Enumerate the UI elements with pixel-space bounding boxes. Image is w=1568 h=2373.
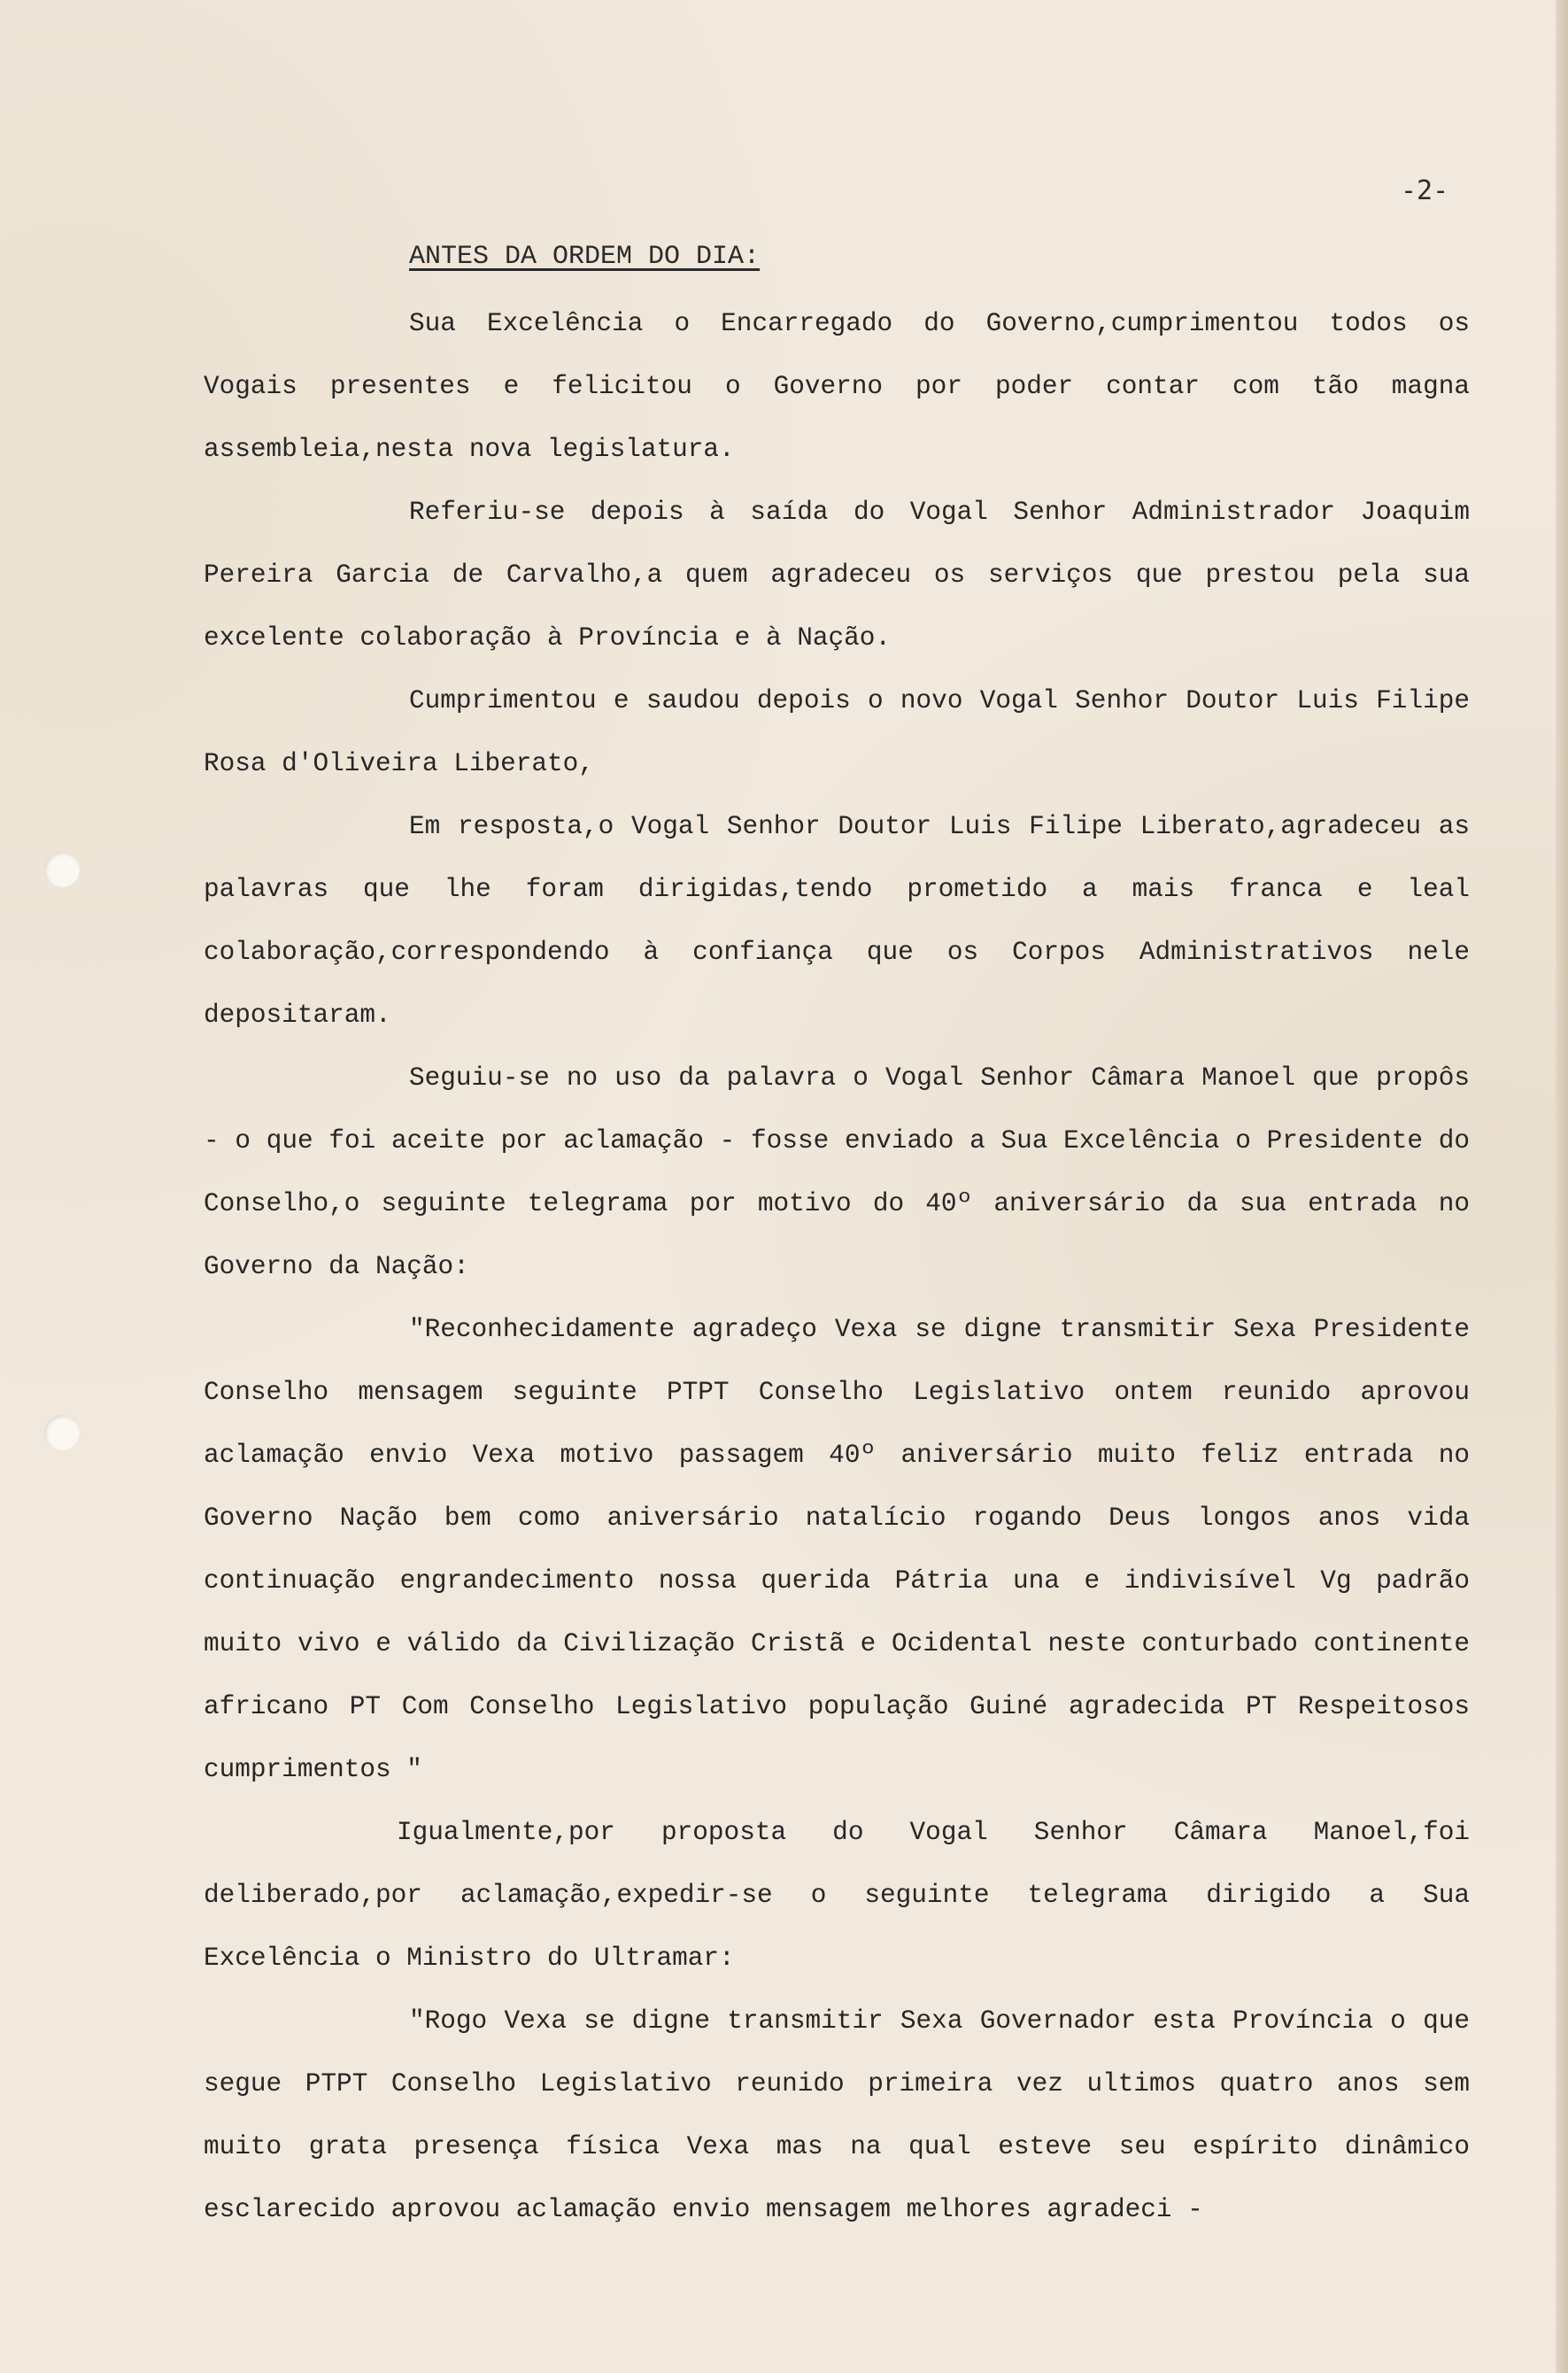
page-number: -2- — [1401, 175, 1449, 206]
paragraph-4: Em resposta,o Vogal Senhor Doutor Luis Filipe Liberato,agradeceu as palavras que lhe foram dirigidas,tendo prometido a mais franca e leal colaboração,correspondendo à confiança que os Corpos Administrativos nele depositaram. — [204, 812, 1470, 1030]
paragraph-1: Sua Excelência o Encarregado do Governo,cumprimentou todos os Vogais presentes e felicitou o Governo por poder contar com tão magna assembleia,nesta nova legislatura. — [204, 309, 1470, 464]
page-edge — [1556, 0, 1568, 2373]
paragraph-3: Cumprimentou e saudou depois o novo Vogal Senhor Doutor Luis Filipe Rosa d'Oliveira Liberato, — [204, 686, 1470, 778]
paragraph-5: Seguiu-se no uso da palavra o Vogal Senhor Câmara Manoel que propôs - o que foi aceite por aclamação - fosse enviado a Sua Excelência o Presidente do Conselho,o seguinte telegrama por motivo do 40º aniversário da sua entrada no Governo da Nação: — [204, 1063, 1470, 1281]
section-heading: ANTES DA ORDEM DO DIA: — [409, 242, 761, 272]
paragraph-2: Referiu-se depois à saída do Vogal Senhor Administrador Joaquim Pereira Garcia de Carvalho,a quem agradeceu os serviços que prestou pela sua excelente colaboração à Província e à Nação. — [204, 498, 1470, 653]
telegram-1: "Reconhecidamente agradeço Vexa se digne transmitir Sexa Presidente Conselho mensagem seguinte PTPT Conselho Legislativo ontem reunido aprovou aclamação envio Vexa motivo passagem 40º aniversário muito feliz entrada no Governo Nação bem como aniversário natalício rogando Deus longos anos vida continuação engrandecimento nossa querida Pátria una e indivisível Vg padrão muito vivo e válido da Civilização Cristã e Ocidental neste conturbado continente africano PT Com Conselho Legislativo população Guiné agradecida PT Respeitosos cumprimentos " — [204, 1315, 1470, 1784]
paragraph-6: Igualmente,por proposta do Vogal Senhor Câmara Manoel,foi deliberado,por aclamação,expedir-se o seguinte telegrama dirigido a Sua Excelência o Ministro do Ultramar: — [204, 1818, 1470, 1973]
punch-hole-bottom — [44, 1415, 80, 1450]
telegram-2: "Rogo Vexa se digne transmitir Sexa Governador esta Província o que segue PTPT Conselho Legislativo reunido primeira vez ultimos quatro anos sem muito grata presença física Vexa mas na qual esteve seu espírito dinâmico esclarecido aprovou aclamação envio mensagem melhores agradeci - — [204, 2006, 1470, 2224]
punch-hole-top — [44, 852, 80, 887]
document-body — [204, 292, 1470, 2241]
